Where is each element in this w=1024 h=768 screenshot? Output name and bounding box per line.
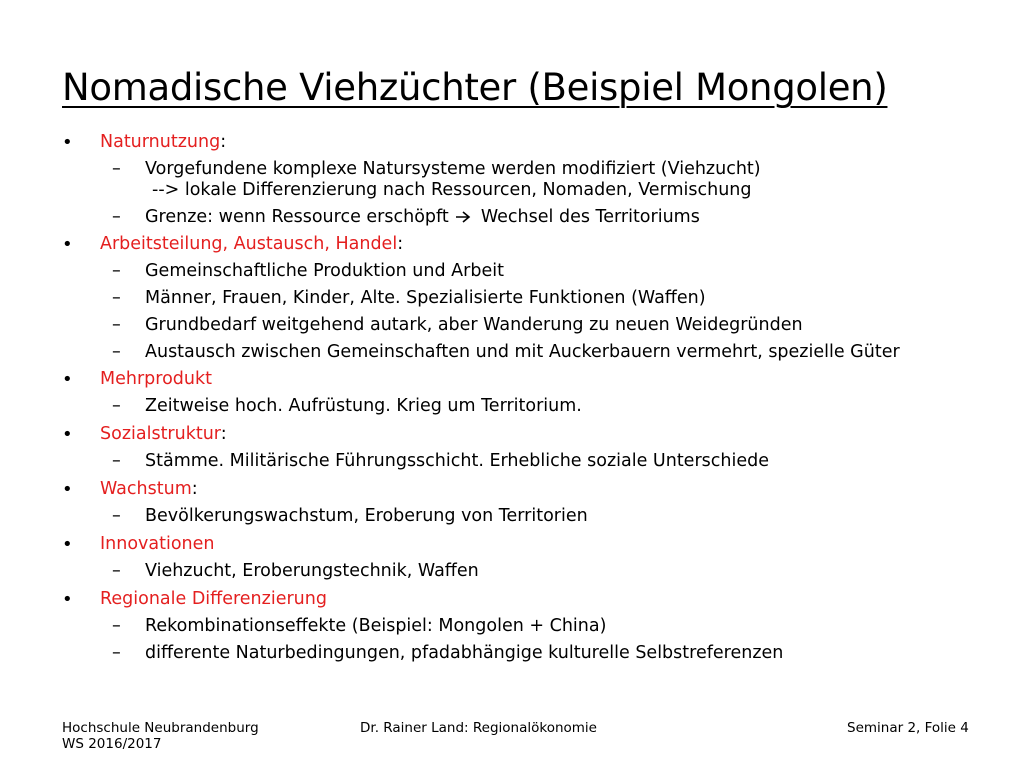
item-text: --> lokale Differenzierung nach Ressourcen, Nomaden, Vermischung xyxy=(152,180,752,200)
dash-icon: – xyxy=(112,396,121,416)
item-text-post: Wechsel des Territoriums xyxy=(480,207,700,227)
footer-institution: Hochschule Neubrandenburg xyxy=(62,720,259,736)
dash-icon: – xyxy=(112,207,121,227)
item-text: Männer, Frauen, Kinder, Alte. Spezialisierte Funktionen (Waffen) xyxy=(145,288,706,308)
item-text: Grundbedarf weitgehend autark, aber Wanderung zu neuen Weidegründen xyxy=(145,315,803,335)
dash-icon: – xyxy=(112,261,121,281)
section-heading xyxy=(100,534,215,554)
dash-icon: – xyxy=(112,643,121,663)
section-suffix: : xyxy=(397,234,404,254)
section-heading xyxy=(100,234,403,254)
footer-semester: WS 2016/2017 xyxy=(62,736,162,752)
footer-center: Dr. Rainer Land: Regionalökonomie xyxy=(360,720,597,736)
item-text: Rekombinationseffekte (Beispiel: Mongolen + China) xyxy=(145,616,607,636)
item-text: Zeitweise hoch. Aufrüstung. Krieg um Territorium. xyxy=(145,396,582,416)
item-text: Bevölkerungswachstum, Eroberung von Territorien xyxy=(145,506,588,526)
dash-icon: – xyxy=(112,506,121,526)
dash-icon: – xyxy=(112,451,121,471)
section-suffix: : xyxy=(191,479,198,499)
slide-title: Nomadische Viehzüchter (Beispiel Mongolen) xyxy=(62,66,888,109)
dash-icon: – xyxy=(112,342,121,362)
dash-icon: – xyxy=(112,315,121,335)
section-heading xyxy=(100,369,212,389)
section-heading xyxy=(100,589,327,609)
section-suffix: : xyxy=(220,132,227,152)
item-text: differente Naturbedingungen, pfadabhängige kulturelle Selbstreferenzen xyxy=(145,643,784,663)
section-heading xyxy=(100,479,198,499)
item-text: Gemeinschaftliche Produktion und Arbeit xyxy=(145,261,504,281)
bullet-icon: • xyxy=(62,534,73,555)
dash-icon: – xyxy=(112,288,121,308)
dash-icon: – xyxy=(112,616,121,636)
section-heading xyxy=(100,424,227,444)
section-label: Regionale Differenzierung xyxy=(100,589,327,609)
section-label: Naturnutzung xyxy=(100,132,221,152)
item-text-with-arrow xyxy=(145,207,700,227)
item-text: Stämme. Militärische Führungsschicht. Erhebliche soziale Unterschiede xyxy=(145,451,769,471)
section-heading xyxy=(100,132,226,152)
bullet-icon: • xyxy=(62,479,73,500)
item-text: Vorgefundene komplexe Natursysteme werden modifiziert (Viehzucht) xyxy=(145,159,761,179)
section-label: Sozialstruktur xyxy=(100,424,221,444)
footer-right: Seminar 2, Folie 4 xyxy=(847,720,969,736)
section-suffix: : xyxy=(220,424,227,444)
item-text-pre: Grenze: wenn Ressource erschöpft xyxy=(145,207,449,227)
section-label: Innovationen xyxy=(100,534,215,554)
bullet-icon: • xyxy=(62,234,73,255)
section-label: Arbeitsteilung, Austausch, Handel xyxy=(100,234,398,254)
bullet-icon: • xyxy=(62,424,73,445)
bullet-icon: • xyxy=(62,132,73,153)
right-arrow-icon xyxy=(456,211,471,223)
item-text: Viehzucht, Eroberungstechnik, Waffen xyxy=(145,561,479,581)
dash-icon: – xyxy=(112,159,121,179)
bullet-icon: • xyxy=(62,589,73,610)
footer-left xyxy=(62,720,259,752)
item-text: Austausch zwischen Gemeinschaften und mit Auckerbauern vermehrt, spezielle Güter xyxy=(145,342,900,362)
section-label: Wachstum xyxy=(100,479,192,499)
dash-icon: – xyxy=(112,561,121,581)
bullet-icon: • xyxy=(62,369,73,390)
section-label: Mehrprodukt xyxy=(100,369,212,389)
